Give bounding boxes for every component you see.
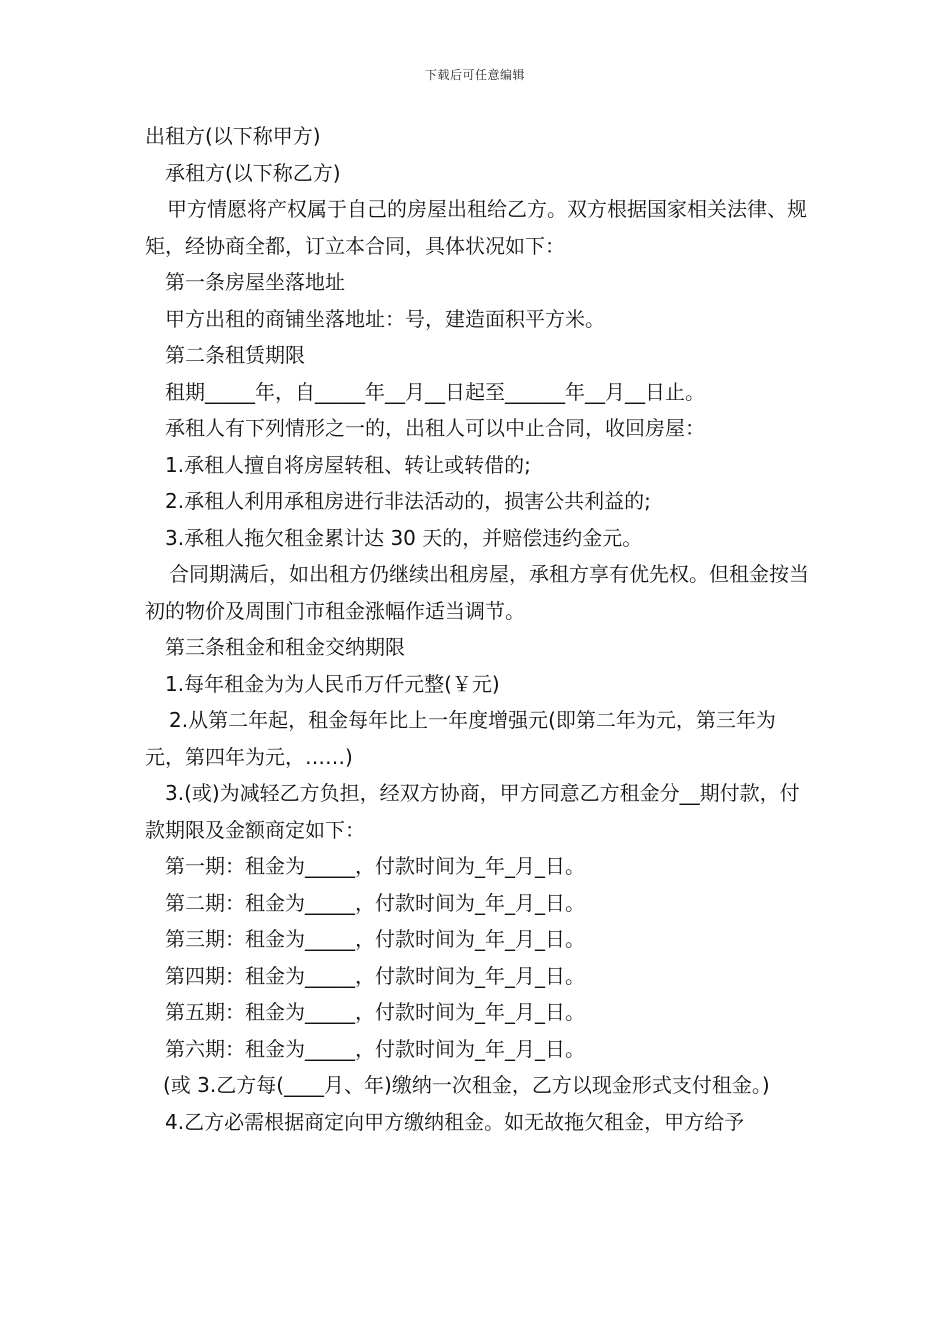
paragraph: 2.从第二年起，租金每年比上一年度增强元(即第二年为元，第三年为元，第四年为元，……) bbox=[145, 708, 776, 769]
paragraph: 3.承租人拖欠租金累计达 30 天的，并赔偿违约金元。 bbox=[165, 525, 643, 550]
paragraph: 第一期：租金为_____，付款时间为_年_月_日。 bbox=[165, 854, 585, 878]
paragraph: 合同期满后，如出租方仍继续出租房屋，承租方享有优先权。但租金按当初的物价及周围门市租金涨幅作适当调节。 bbox=[145, 562, 809, 623]
paragraph: 第二条租赁期限 bbox=[165, 343, 305, 367]
paragraph: 承租方(以下称乙方) bbox=[165, 160, 341, 185]
paragraph: 第四期：租金为_____，付款时间为_年_月_日。 bbox=[165, 963, 585, 988]
paragraph: 第六期：租金为_____，付款时间为_年_月_日。 bbox=[165, 1036, 585, 1061]
paragraph: 4.乙方必需根据商定向甲方缴纳租金。如无故拖欠租金，甲方给予 bbox=[165, 1109, 745, 1134]
paragraph: (或 3.乙方每(____月、年)缴纳一次租金，乙方以现金形式支付租金。) bbox=[163, 1073, 770, 1097]
paragraph: 第一条房屋坐落地址 bbox=[165, 270, 345, 294]
paragraph: 2.承租人利用承租房进行非法活动的，损害公共利益的; bbox=[165, 489, 651, 513]
document-body bbox=[145, 118, 810, 1140]
paragraph: 租期_____年，自_____年__月__日起至______年__月__日止。 bbox=[165, 379, 705, 404]
paragraph: 第三条租金和租金交纳期限 bbox=[165, 635, 405, 659]
paragraph: 第五期：租金为_____，付款时间为_年_月_日。 bbox=[165, 1000, 585, 1024]
paragraph: 第二期：租金为_____，付款时间为_年_月_日。 bbox=[165, 890, 585, 915]
paragraph: 1.每年租金为为人民币万仟元整(￥元) bbox=[165, 671, 500, 696]
page-header-note: 下载后可任意编辑 bbox=[424, 68, 525, 82]
paragraph: 甲方情愿将产权属于自己的房屋出租给乙方。双方根据国家相关法律、规矩，经协商全都，订立本合同，具体状况如下： bbox=[145, 197, 807, 258]
paragraph: 第三期：租金为_____，付款时间为_年_月_日。 bbox=[165, 927, 585, 951]
paragraph: 3.(或)为减轻乙方负担，经双方协商，甲方同意乙方租金分__期付款，付款期限及金额商定如下： bbox=[145, 781, 800, 842]
paragraph: 承租人有下列情形之一的，出租人可以中止合同，收回房屋： bbox=[165, 416, 705, 440]
paragraph: 甲方出租的商铺坐落地址：号，建造面积平方米。 bbox=[165, 306, 605, 331]
paragraph: 出租方(以下称甲方) bbox=[145, 124, 321, 148]
paragraph: 1.承租人擅自将房屋转租、转让或转借的; bbox=[165, 452, 531, 477]
